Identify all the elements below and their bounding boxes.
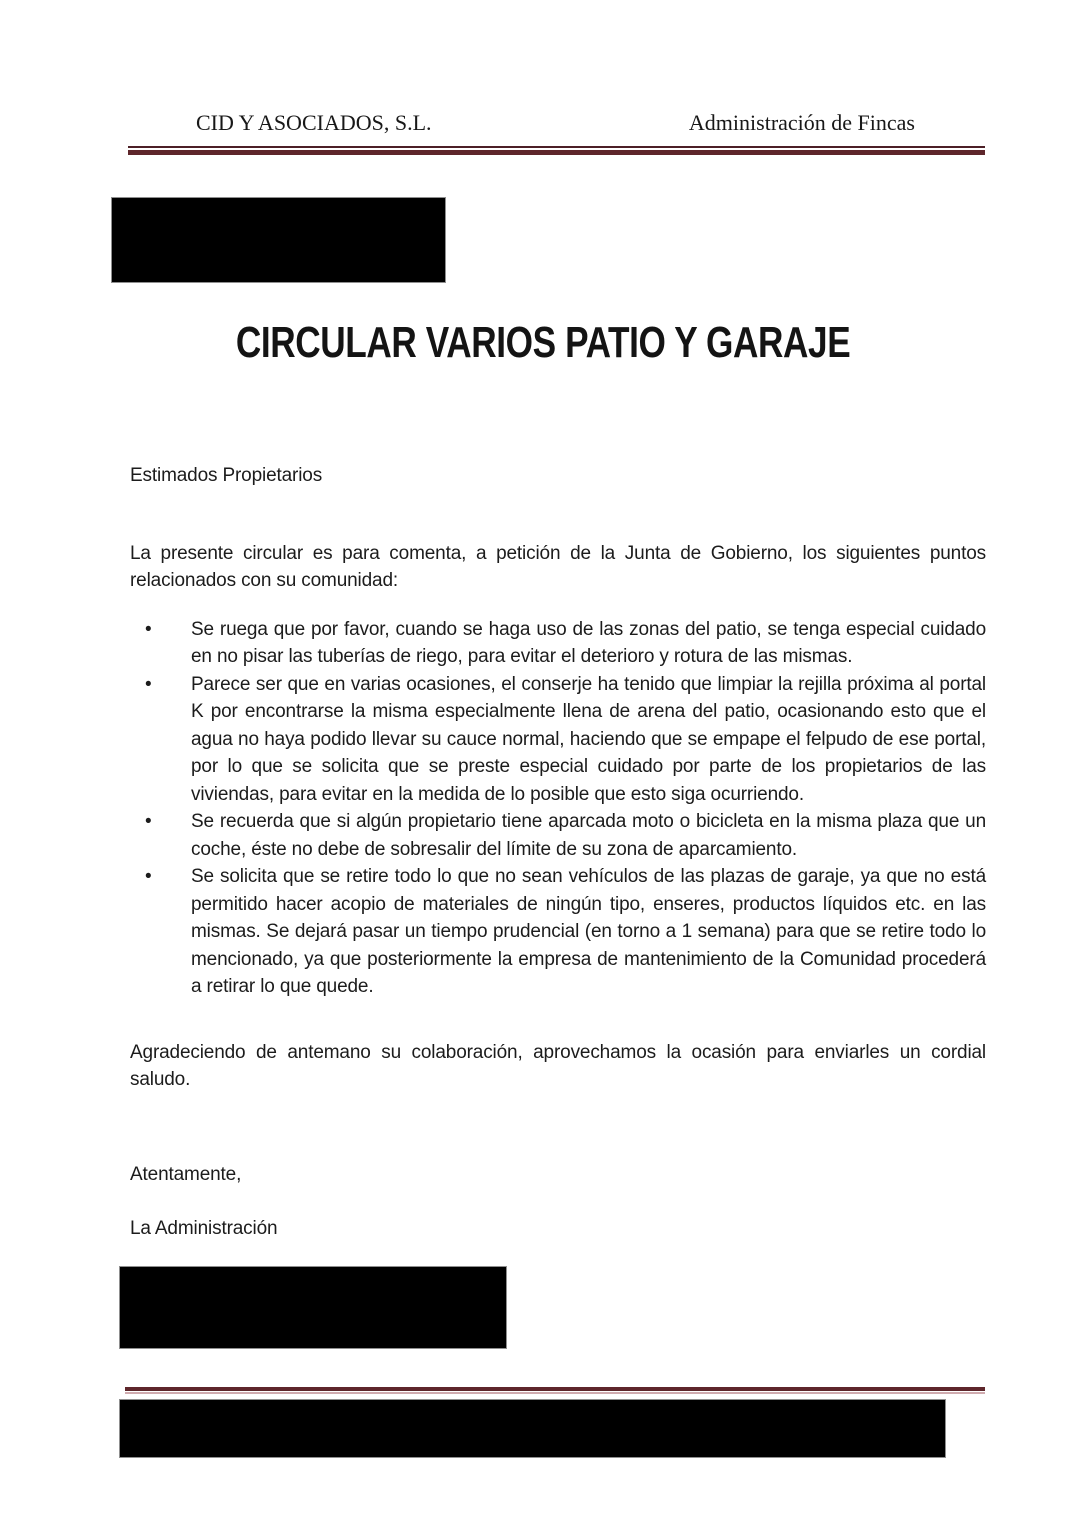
footer-divider [125, 1387, 985, 1394]
redacted-block-top [111, 197, 446, 283]
company-name: CID Y ASOCIADOS, S.L. [196, 110, 432, 135]
salutation: Estimados Propietarios [130, 465, 323, 486]
header-divider-thick-line [128, 150, 985, 155]
page-header [128, 110, 985, 136]
closing-paragraph: Agradeciendo de antemano su colaboración, aprovechamos la ocasión para enviarles un cordial saludo. [130, 1041, 986, 1090]
bullet-item: • Se recuerda que si algún propietario tiene aparcada moto o bicicleta en la misma plaza que un coche, éste no debe de sobresalir del límite de su zona de aparcamiento. [130, 808, 986, 863]
letter-body [130, 462, 986, 1243]
intro-paragraph: La presente circular es para comenta, a petición de la Junta de Gobierno, los siguientes puntos relacionados con su comunidad: [130, 542, 986, 591]
redacted-block-signature [119, 1266, 507, 1349]
document-title: CIRCULAR VARIOS PATIO Y GARAJE [235, 318, 851, 367]
footer-divider-thin-line [125, 1392, 985, 1394]
valediction: Atentamente, [130, 1163, 242, 1185]
redacted-block-footer [119, 1399, 946, 1458]
bullet-item: • Se ruega que por favor, cuando se haga uso de las zonas del patio, se tenga especial cuidado en no pisar las tuberías de riego, para evitar el deterioro y rotura de las mismas. [130, 616, 986, 671]
header-divider [128, 146, 985, 155]
title-container [0, 318, 1086, 368]
bullet-list [130, 616, 986, 1001]
bullet-item: • Se solicita que se retire todo lo que no sean vehículos de las plazas de garaje, ya que no está permitido hacer acopio de materiales de ningún tipo, enseres, productos líquidos etc. en las mismas. Se dejará pasar un tiempo prudencial (en torno a 1 semana) para que se retire todo lo mencionado, ya que posteriormente la empresa de mantenimiento de la Comunidad procederá a retirar lo que quede. [130, 863, 986, 1001]
bullet-item: • Parece ser que en varias ocasiones, el conserje ha tenido que limpiar la rejilla próxima al portal K por encontrarse la misma especialmente llena de arena del patio, ocasionando esto que el agua no haya podido llevar su cauce normal, haciendo que se empape el felpudo de ese portal, por lo que se solicita que se preste especial cuidado por parte de los propietarios de las viviendas, para evitar en la medida de lo posible que esto siga ocurriendo. [130, 671, 986, 809]
signature-line: La Administración [130, 1218, 278, 1239]
company-department: Administración de Fincas [688, 110, 915, 135]
